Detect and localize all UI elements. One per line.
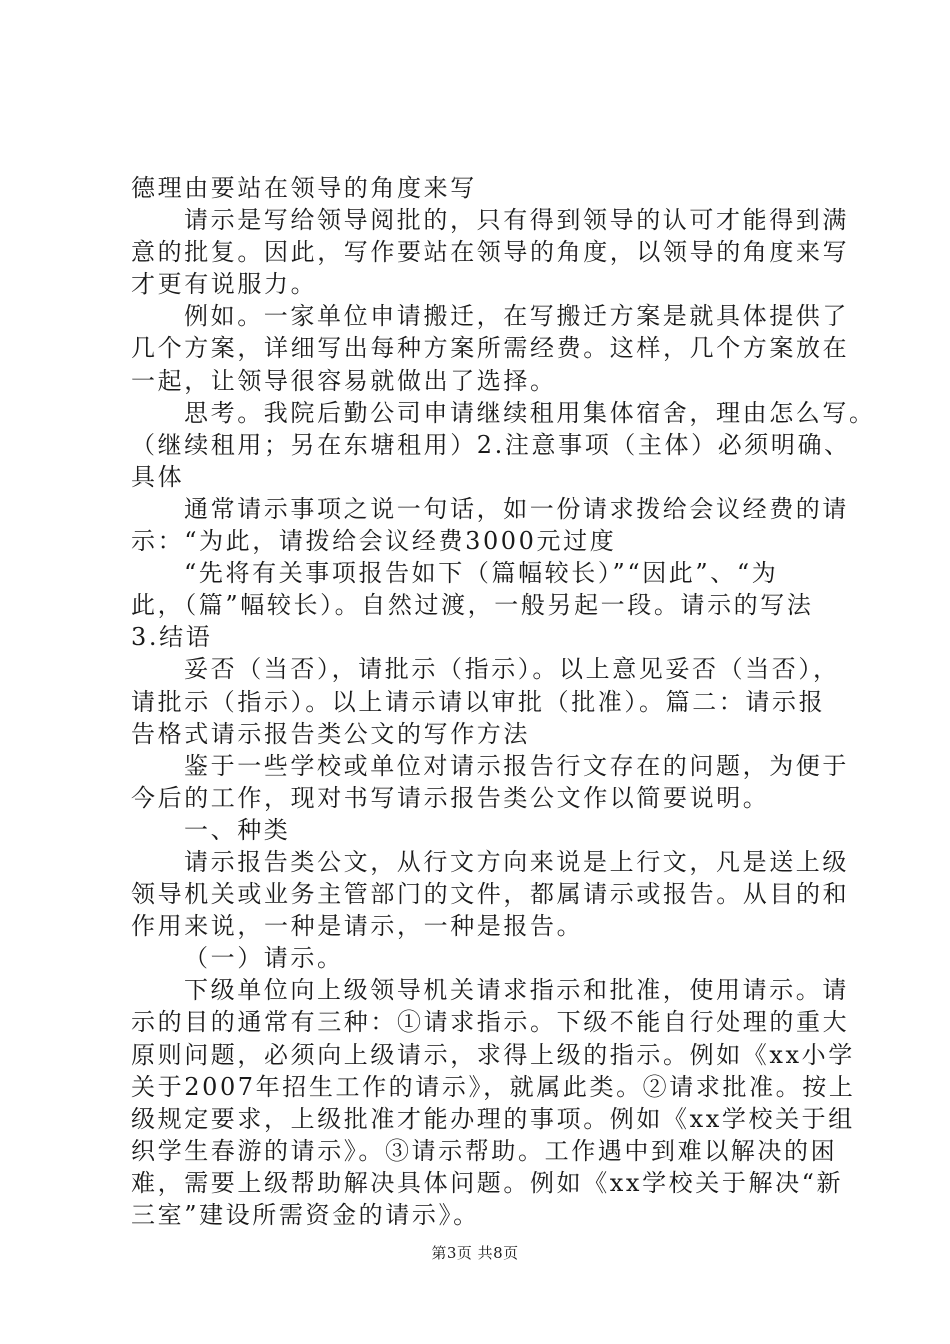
text-line: 难，需要上级帮助解决具体问题。例如《xx学校关于解决“新 [131,1168,844,1197]
text-line: 德理由要站在领导的角度来写 [131,174,477,202]
text-line: 几个方案，详细写出每种方案所需经费。这样，几个方案放在 [131,334,850,363]
text-line: （一）请示。 [184,944,344,973]
text-line: （继续租用；另在东塘租用）2.注意事项（主体）必须明确、 [131,430,851,459]
text-line: 请示是写给领导阅批的，只有得到领导的认可才能得到满 [184,206,849,235]
text-line: 妥否（当否），请批示（指示）。以上意见妥否（当否）， [184,655,840,684]
text-line: 织学生春游的请示》。③请示帮助。工作遇中到难以解决的困 [131,1136,838,1165]
text-line: 级规定要求，上级批准才能办理的事项。例如《xx学校关于组 [131,1104,855,1133]
text-line: 一、种类 [184,815,291,844]
text-line: 一起，让领导很容易就做出了选择。 [131,366,557,395]
text-line: 意的批复。因此，写作要站在领导的角度，以领导的角度来写 [131,238,850,267]
text-line: 原则问题，必须向上级请示，求得上级的指示。例如《xx小学 [131,1040,855,1069]
text-line: 领导机关或业务主管部门的文件，都属请示或报告。从目的和 [131,880,850,909]
text-line: 具体 [131,462,185,491]
text-line: 例如。一家单位申请搬迁，在写搬迁方案是就具体提供了 [184,302,849,331]
text-line: 才更有说服力。 [131,270,318,299]
text-line: 三室”建设所需资金的请示》。 [131,1201,480,1229]
text-line: 请示报告类公文，从行文方向来说是上行文，凡是送上级 [184,847,849,876]
text-line: 通常请示事项之说一句话，如一份请求拨给会议经费的请 [184,494,849,523]
text-line: 思考。我院后勤公司申请继续租用集体宿舍，理由怎么写。 [184,398,876,427]
text-line: 鉴于一些学校或单位对请示报告行文存在的问题，为便于 [184,751,849,780]
text-line: 此，（篇”幅较长）。自然过渡，一般另起一段。请示的写法 [131,591,814,620]
text-line: 告格式请示报告类公文的写作方法 [131,719,530,748]
text-line: 今后的工作，现对书写请示报告类公文作以简要说明。 [131,783,770,812]
text-line: 下级单位向上级领导机关请求指示和批准，使用请示。请 [184,976,849,1005]
text-line: 请批示（指示）。以上请示请以审批（批准）。篇二：请示报 [131,687,826,716]
page-footer: 第3页 共8页 [431,1244,519,1262]
text-line: “先将有关事项报告如下（篇幅较长）”“因此”、“为 [184,559,779,588]
document-body [131,172,876,1231]
text-line: 关于2007年招生工作的请示》，就属此类。②请求批准。按上 [131,1072,856,1101]
text-line: 作用来说，一种是请示，一种是报告。 [131,912,584,941]
text-line: 示：“为此，请拨给会议经费3000元过度 [131,527,617,556]
text-line: 示的目的通常有三种：①请求指示。下级不能自行处理的重大 [131,1008,850,1037]
text-line: 3.结语 [131,623,213,652]
